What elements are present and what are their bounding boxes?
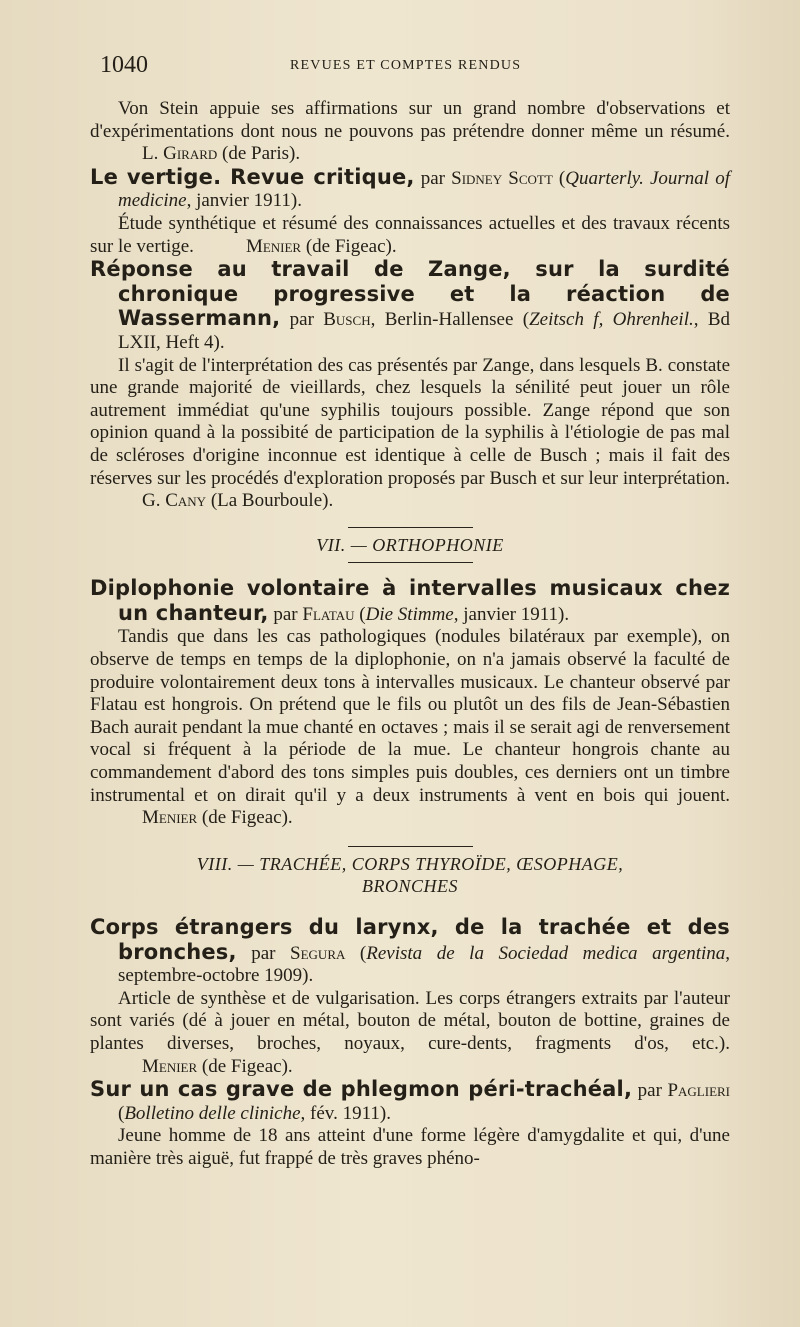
vertige-summary xyxy=(90,213,730,258)
vertige-entry xyxy=(90,166,730,213)
paragraph-text: Étude synthétique et résumé des connaissances actuelles et des travaux récents sur le vertige. xyxy=(90,212,730,257)
signature-author: L. Girard xyxy=(142,143,218,165)
paragraph-text: Il s'agit de l'interprétation des cas présentés par Zange, dans lesquels B. constate une grande majorité de vieillards, chez lesquels la sénilité peut jouer un rôle autrement immédiat qu'une syphilis toujours possible. Zange répond que son opinion quand à la possibité de participation de la syphilis à l'étiologie de pas mal de scléroses d'origine inconnue est identique à celle de Busch ; mais il fait des réserves sur les procédés d'exploration proposés par Busch et sur leur interprétation. xyxy=(90,354,730,489)
par-text: par xyxy=(268,603,303,625)
par-text: par xyxy=(414,167,452,189)
journal-name: Zeitsch f, Ohrenheil. xyxy=(529,309,694,331)
signature-author: Menier xyxy=(245,235,302,257)
signature xyxy=(114,490,333,513)
article-author: Paglieri xyxy=(667,1080,731,1102)
diplophonie-entry xyxy=(90,577,730,626)
page-header xyxy=(100,52,720,84)
par-text: par xyxy=(236,942,291,964)
article-title: Réponse au travail de Zange, sur la surdité chronique progressive et la réaction de Wassermann, xyxy=(90,257,730,331)
signature-place: (de Figeac). xyxy=(201,1055,293,1077)
journal-name: Revista de la Sociedad medica argentina xyxy=(366,942,726,964)
paragraph-text: Von Stein appuie ses affirmations sur un grand nombre d'observations et d'expérimentations dont nous ne pouvons pas prétendre donner même un résumé. xyxy=(90,98,730,142)
article-title: Sur un cas grave de phlegmon péri-trachéal, xyxy=(90,1077,633,1102)
journal-name: Die Stimme xyxy=(365,603,454,625)
par-text: par xyxy=(280,309,324,331)
signature-place: (La Bourboule). xyxy=(210,490,334,512)
journal-volume: , Bd LXII, Heft 4). xyxy=(118,309,730,353)
par-text: par xyxy=(632,1080,668,1102)
paren: ( xyxy=(118,1102,125,1124)
article-title: Diplophonie volontaire à intervalles musicaux chez un chanteur, xyxy=(90,576,730,625)
article-author: Sidney Scott xyxy=(451,167,553,189)
article-title: Le vertige. Revue critique, xyxy=(90,164,415,189)
paragraph-text: Jeune homme de 18 ans atteint d'une forme légère d'amygdalite et qui, d'une manière très aiguë, fut frappé de très graves phéno- xyxy=(90,1125,730,1169)
publication-date: , janvier 1911). xyxy=(186,190,302,212)
publication-date: , septembre-octobre 1909). xyxy=(118,942,731,987)
diplophonie-summary xyxy=(90,626,730,829)
article-author: Busch xyxy=(323,309,371,331)
phlegmon-entry xyxy=(90,1078,730,1125)
zange-summary xyxy=(90,355,730,513)
phlegmon-summary xyxy=(90,1125,730,1170)
section-heading-line: BRONCHES xyxy=(362,876,458,897)
signature-author: Menier xyxy=(142,807,198,829)
article-author: Segura xyxy=(290,942,346,964)
signature xyxy=(218,236,397,259)
corps-entry xyxy=(90,916,730,988)
author-location: , Berlin-Hallensee ( xyxy=(370,309,530,331)
corps-summary xyxy=(90,988,730,1078)
journal-name: Quarterly. Journal of medicine xyxy=(118,167,730,212)
journal-name: Bolletino delle cliniche xyxy=(124,1102,301,1124)
paren: ( xyxy=(552,167,566,189)
signature xyxy=(114,1056,293,1079)
paren: ( xyxy=(354,603,366,625)
paragraph-text: Tandis que dans les cas pathologiques (nodules bilatéraux par exemple), on observe de temps en temps de la diplophonie, on n'a jamais observé la faculté de produire volontairement deux tons à intervalles musicaux. Le chanteur observé par Flatau est hongrois. On prétend que le fils ou plutôt un des fils de Jean-Sébastien Bach aurait pendant la mue chanté en octaves ; mais il se serait agi de renversement vocal si fréquent à la période de la mue. Le chanteur hongrois chante au commandement d'abord des tons simples puis doubles, ces derniers ont un timbre instrumental et on dirait qu'il y a deux instruments à vent en bois qui jouent. xyxy=(90,626,730,806)
main-text xyxy=(90,98,730,1171)
article-author: Flatau xyxy=(302,603,355,625)
publication-date: , janvier 1911). xyxy=(453,603,570,625)
page-number: 1040 xyxy=(100,52,148,78)
signature-place: (de Figeac). xyxy=(201,807,293,829)
publication-date: , fév. 1911). xyxy=(300,1102,391,1124)
paren: ( xyxy=(345,942,367,964)
signature xyxy=(114,143,300,166)
signature-author: G. Cany xyxy=(142,490,207,512)
stein-paragraph xyxy=(90,98,730,166)
signature xyxy=(114,807,293,830)
signature-author: Menier xyxy=(142,1055,198,1077)
section-heading-orthophonie: VII. — ORTHOPHONIE xyxy=(316,534,504,555)
section-heading-trachee xyxy=(90,853,730,898)
section-heading-line: VIII. — TRACHÉE, CORPS THYROÏDE, ŒSOPHAGE, xyxy=(196,853,624,874)
article-title: Corps étrangers du larynx, de la trachée et des bronches, xyxy=(90,915,730,964)
zange-entry xyxy=(90,258,730,354)
paragraph-text: Article de synthèse et de vulgarisation. Les corps étrangers extraits par l'auteur sont variés (dé à jouer en métal, bouton de métal, bouton de bottine, graines de plantes diverses, broches, noyaux, cure-dents, fragments d'os, etc.). xyxy=(90,987,730,1054)
signature-place: (de Figeac). xyxy=(305,235,397,257)
signature-place: (de Paris). xyxy=(222,143,301,165)
running-head: REVUES ET COMPTES RENDUS xyxy=(290,58,522,73)
